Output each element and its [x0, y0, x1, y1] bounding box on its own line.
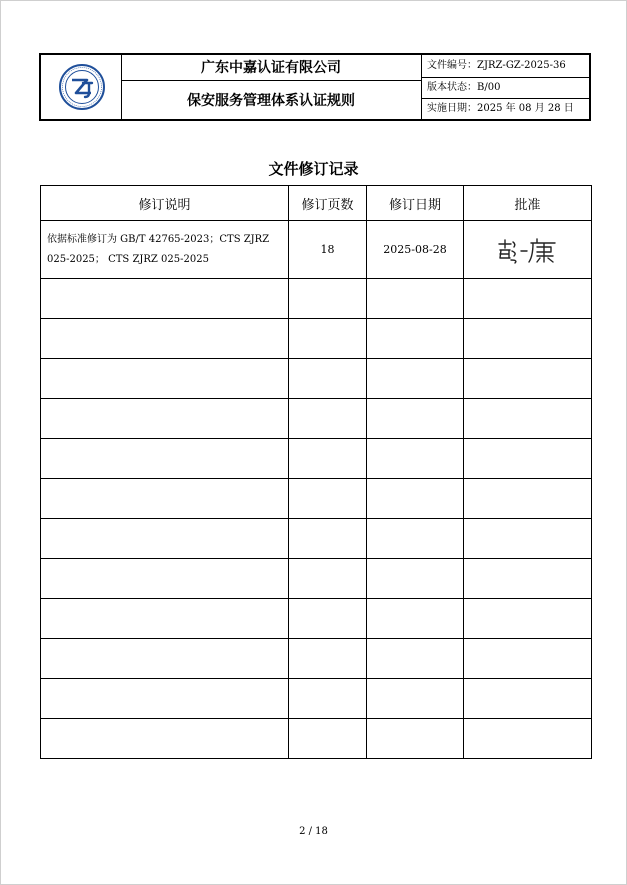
revision-table: [40, 185, 592, 759]
document-header: [39, 53, 591, 121]
file-number: 文件编号：ZJRZ-GZ-2025-36: [427, 60, 566, 71]
table-row: [41, 719, 592, 759]
company-name: 广东中嘉认证有限公司: [201, 60, 341, 76]
table-row: [41, 279, 592, 319]
version-status: 版本状态：B/00: [427, 82, 501, 93]
revision-pages: 18: [289, 221, 367, 279]
section-title: 文件修订记录: [268, 160, 359, 178]
company-logo-icon: [59, 64, 105, 110]
table-row: [41, 639, 592, 679]
table-row: [41, 399, 592, 439]
header-pages: 修订页数: [289, 186, 367, 221]
header-description: 修订说明: [41, 186, 289, 221]
table-row: [41, 319, 592, 359]
table-row: [41, 679, 592, 719]
table-row: [41, 519, 592, 559]
header-approval: 批准: [464, 186, 592, 221]
revision-date: 2025-08-28: [367, 221, 464, 279]
table-row: [41, 479, 592, 519]
revision-description: 依据标准修订为 GB/T 42765-2023；CTS ZJRZ 025-2025； CTS ZJRZ 025-2025: [41, 221, 289, 279]
table-row: [41, 221, 592, 279]
table-row: [41, 439, 592, 479]
table-row: [41, 599, 592, 639]
header-date: 修订日期: [367, 186, 464, 221]
effective-date: 实施日期：2025 年 08 月 28 日: [427, 103, 574, 114]
approval-cell: [464, 221, 592, 279]
page-number: 2 / 18: [299, 826, 328, 837]
approver-signature: [493, 234, 563, 266]
table-row: [41, 359, 592, 399]
table-row: [41, 559, 592, 599]
document-title: 保安服务管理体系认证规则: [187, 93, 355, 109]
table-header-row: [41, 186, 592, 221]
